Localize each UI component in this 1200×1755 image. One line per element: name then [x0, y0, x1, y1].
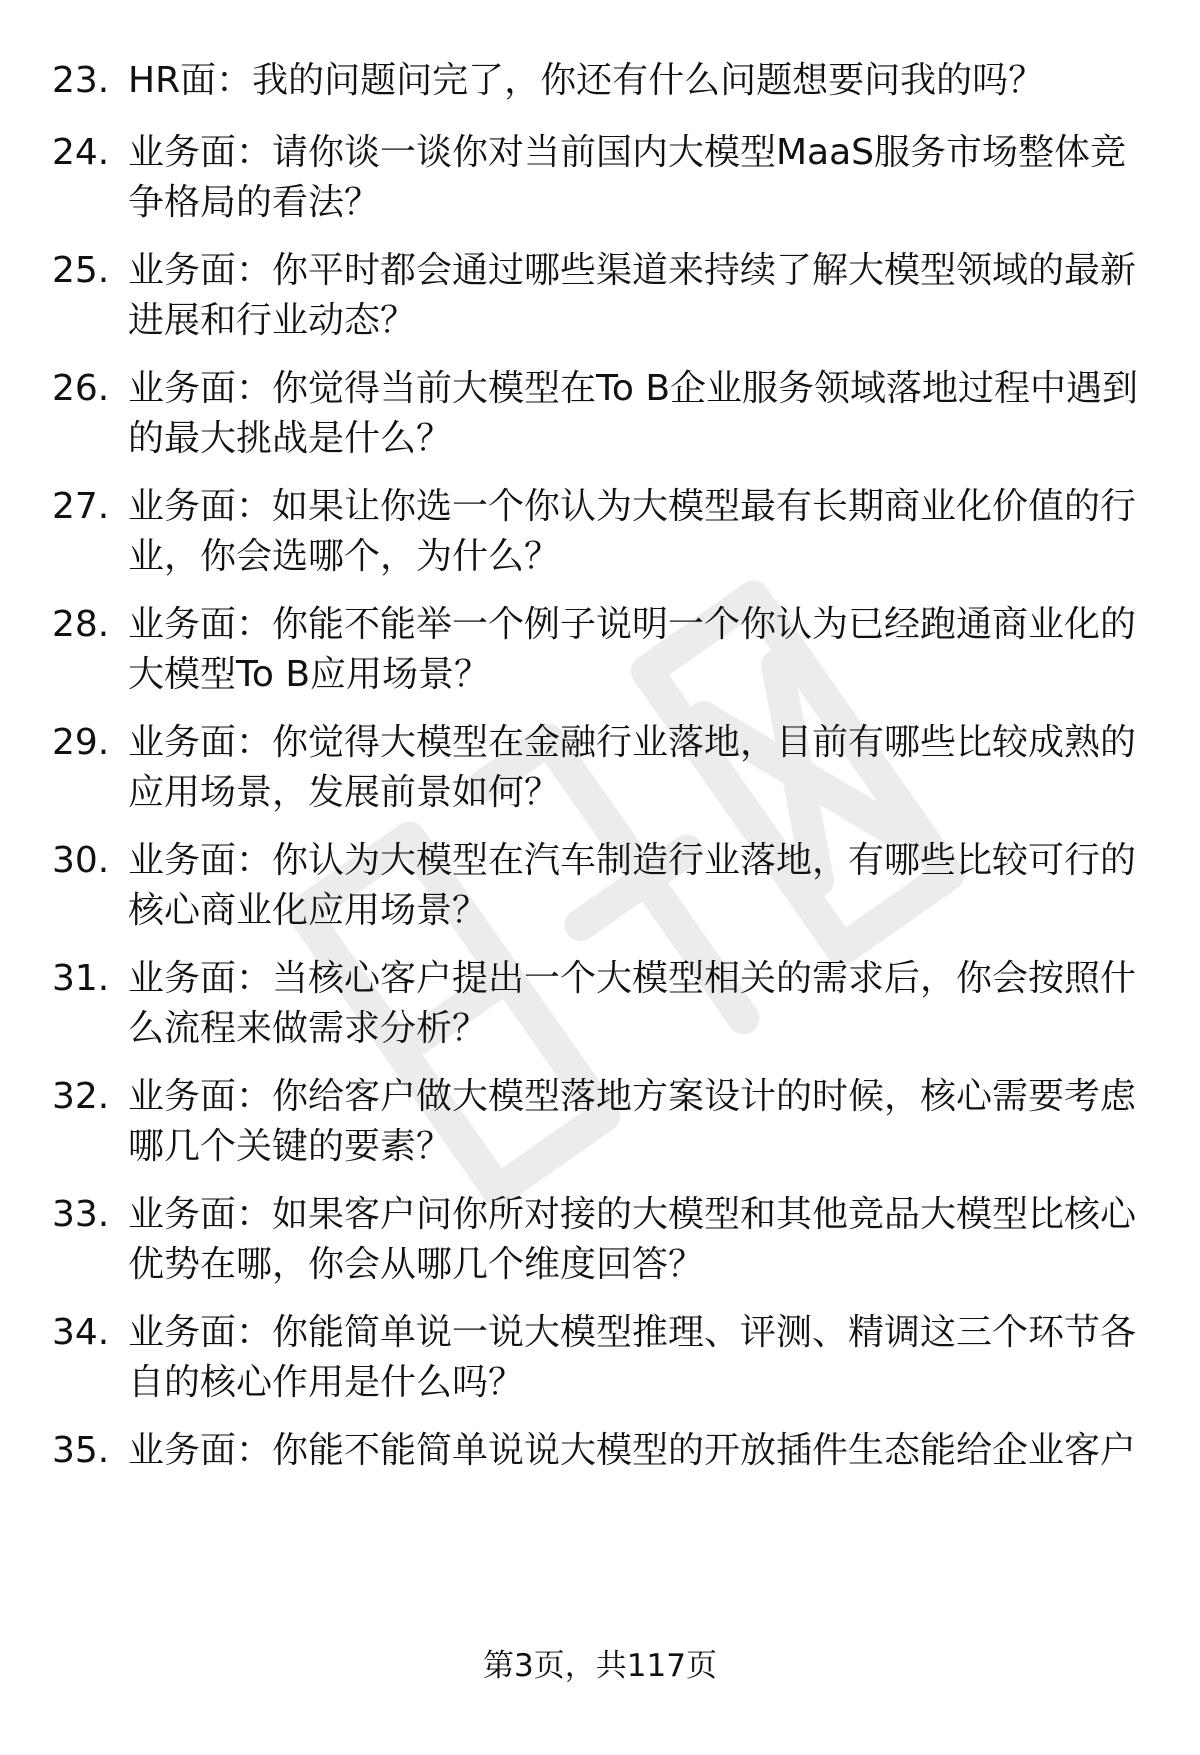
- question-number: 32.: [52, 1076, 110, 1117]
- question-text: [128, 246, 1148, 346]
- question-text: [128, 836, 1148, 936]
- question-line: 业务面：如果客户问你所对接的大模型和其他竞品大模型比核心: [128, 1194, 1137, 1235]
- question-line: 业务面：请你谈一谈你对当前国内大模型MaaS服务市场整体竞: [128, 132, 1127, 173]
- question-text: [128, 954, 1148, 1054]
- question-text: [128, 56, 1148, 106]
- question-number: 26.: [52, 368, 110, 409]
- question-line: 业务面：你给客户做大模型落地方案设计的时候，核心需要考虑: [128, 1076, 1137, 1117]
- question-line: 业务面：你能不能简单说说大模型的开放插件生态能给企业客户: [128, 1430, 1137, 1471]
- question-text: [128, 364, 1148, 464]
- question-number: 31.: [52, 958, 110, 999]
- question-line: HR面：我的问题问完了，你还有什么问题想要问我的吗？: [128, 60, 1045, 101]
- question-number: 30.: [52, 840, 110, 881]
- question-line: 业务面：你觉得大模型在金融行业落地，目前有哪些比较成熟的: [128, 722, 1137, 763]
- question-line: 业务面：当核心客户提出一个大模型相关的需求后，你会按照什: [128, 958, 1137, 999]
- question-line: 业务面：你认为大模型在汽车制造行业落地，有哪些比较可行的: [128, 840, 1137, 881]
- question-number: 24.: [52, 132, 110, 173]
- question-number: 34.: [52, 1312, 110, 1353]
- question-number: 23.: [52, 60, 110, 101]
- question-line: 业务面：你能简单说一说大模型推理、评测、精调这三个环节各: [128, 1312, 1137, 1353]
- question-line: 大模型To B应用场景？: [128, 654, 491, 695]
- question-line: 业，你会选哪个，为什么？: [128, 536, 561, 577]
- question-text: [128, 1426, 1148, 1476]
- question-number: 29.: [52, 722, 110, 763]
- question-number: 28.: [52, 604, 110, 645]
- question-line: 业务面：你能不能举一个例子说明一个你认为已经跑通商业化的: [128, 604, 1137, 645]
- question-line: 么流程来做需求分析？: [128, 1008, 489, 1049]
- question-line: 业务面：你平时都会通过哪些渠道来持续了解大模型领域的最新: [128, 250, 1137, 291]
- question-number: 27.: [52, 486, 110, 527]
- question-text: [128, 1308, 1148, 1408]
- question-number: 33.: [52, 1194, 110, 1235]
- question-text: [128, 600, 1148, 700]
- question-line: 应用场景，发展前景如何？: [128, 772, 561, 813]
- question-line: 的最大挑战是什么？: [128, 418, 453, 459]
- question-text: [128, 1190, 1148, 1290]
- question-line: 核心商业化应用场景？: [128, 890, 489, 931]
- question-line: 进展和行业动态？: [128, 300, 417, 341]
- question-line: 争格局的看法？: [128, 182, 381, 223]
- question-line: 业务面：如果让你选一个你认为大模型最有长期商业化价值的行: [128, 486, 1137, 527]
- question-line: 业务面：你觉得当前大模型在To B企业服务领域落地过程中遇到: [128, 368, 1139, 409]
- question-text: [128, 128, 1148, 228]
- question-line: 哪几个关键的要素？: [128, 1126, 453, 1167]
- question-number: 25.: [52, 250, 110, 291]
- question-text: [128, 482, 1148, 582]
- page-number-footer: 第3页，共117页: [483, 1648, 717, 1684]
- question-number: 35.: [52, 1430, 110, 1471]
- question-text: [128, 718, 1148, 818]
- question-line: 优势在哪，你会从哪几个维度回答？: [128, 1244, 705, 1285]
- question-line: 自的核心作用是什么吗？: [128, 1362, 525, 1403]
- question-text: [128, 1072, 1148, 1172]
